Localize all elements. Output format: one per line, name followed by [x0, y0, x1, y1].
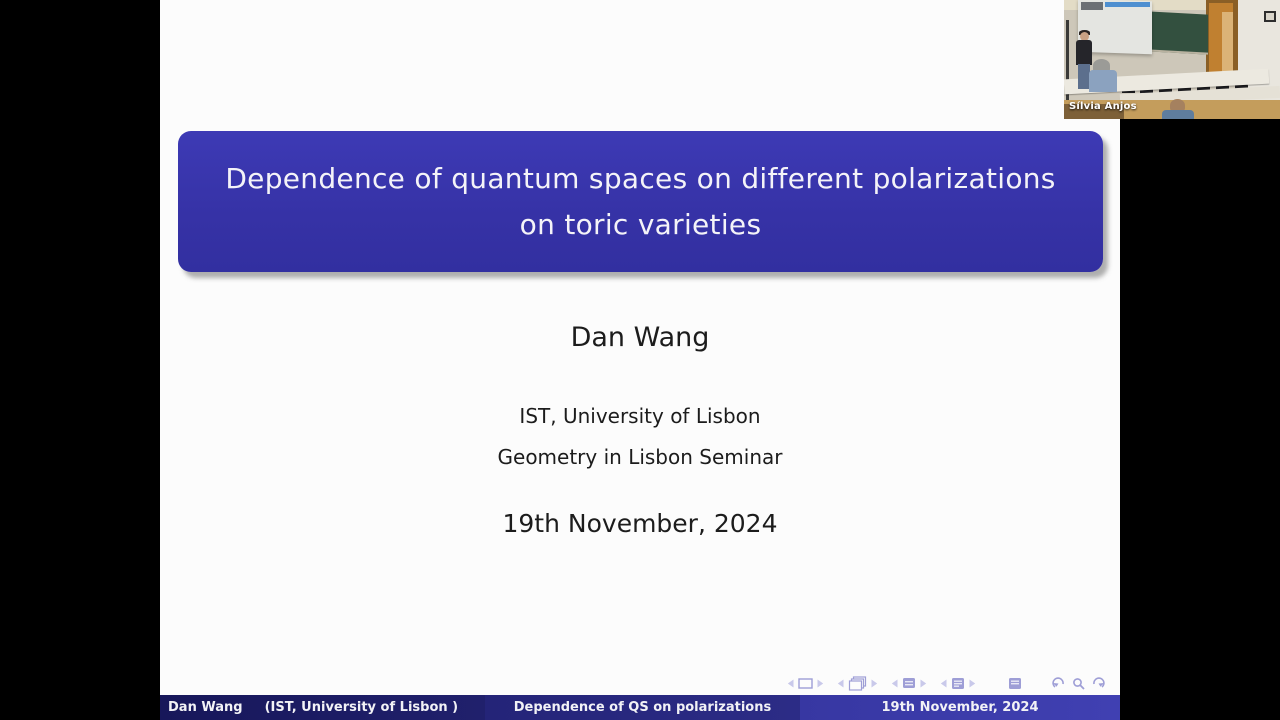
- footline-author-segment: [160, 695, 485, 720]
- subsection-icon[interactable]: [902, 677, 916, 689]
- back-icon[interactable]: [1052, 677, 1066, 689]
- slide-title-line-2: on toric varieties: [519, 207, 762, 241]
- prev-subsection-icon[interactable]: [891, 679, 898, 688]
- slide-title-box: [178, 131, 1103, 272]
- subsection-nav-group: [891, 677, 927, 689]
- talk-date: 19th November, 2024: [502, 509, 778, 538]
- prev-slide-icon[interactable]: [787, 679, 794, 688]
- webcam-overlay: [1064, 0, 1280, 119]
- presentation-slide: [160, 0, 1120, 720]
- slide-title-line-1: Dependence of quantum spaces on different polarizations: [225, 161, 1056, 195]
- chalkboard: [1148, 11, 1208, 54]
- letterbox-left: [0, 0, 160, 720]
- next-subsection-icon[interactable]: [920, 679, 927, 688]
- section-icon[interactable]: [951, 677, 965, 690]
- slide-icon[interactable]: [798, 678, 813, 689]
- forward-icon[interactable]: [1091, 677, 1105, 689]
- presentation-icon[interactable]: [1008, 677, 1022, 690]
- speaker-name-label: Sílvia Anjos: [1069, 101, 1137, 112]
- footline-date-segment: 19th November, 2024: [800, 695, 1120, 720]
- presentation-nav-group: [1008, 677, 1022, 690]
- find-icon[interactable]: [1072, 677, 1085, 690]
- prev-frame-icon[interactable]: [837, 679, 844, 688]
- beamer-footline: [160, 695, 1120, 720]
- projected-content: [1081, 2, 1103, 10]
- next-section-icon[interactable]: [969, 679, 976, 688]
- back-find-forward-group: [1052, 677, 1105, 690]
- section-nav-group: [940, 677, 976, 690]
- frame-nav-group: [837, 676, 878, 691]
- next-frame-icon[interactable]: [871, 679, 878, 688]
- seminar-line: Geometry in Lisbon Seminar: [497, 445, 783, 469]
- projected-title-bar: [1105, 2, 1150, 7]
- audience-member-body: [1089, 70, 1117, 92]
- prev-section-icon[interactable]: [940, 679, 947, 688]
- footline-title-segment: Dependence of QS on polarizations: [485, 695, 800, 720]
- speaker-body: [1076, 40, 1092, 65]
- footline-author: Dan Wang: [168, 700, 243, 715]
- beamer-navigation-bar: [774, 673, 1105, 693]
- wall-picture-frame: [1264, 11, 1276, 22]
- author-name: Dan Wang: [570, 322, 710, 353]
- door-opening: [1222, 12, 1233, 72]
- institute-line: IST, University of Lisbon: [519, 404, 761, 428]
- frame-stack-icon[interactable]: [848, 676, 867, 691]
- next-slide-icon[interactable]: [817, 679, 824, 688]
- slide-nav-group: [787, 678, 824, 689]
- footline-affiliation: (IST, University of Lisbon ): [264, 700, 459, 715]
- audience-member-2-body: [1162, 110, 1194, 119]
